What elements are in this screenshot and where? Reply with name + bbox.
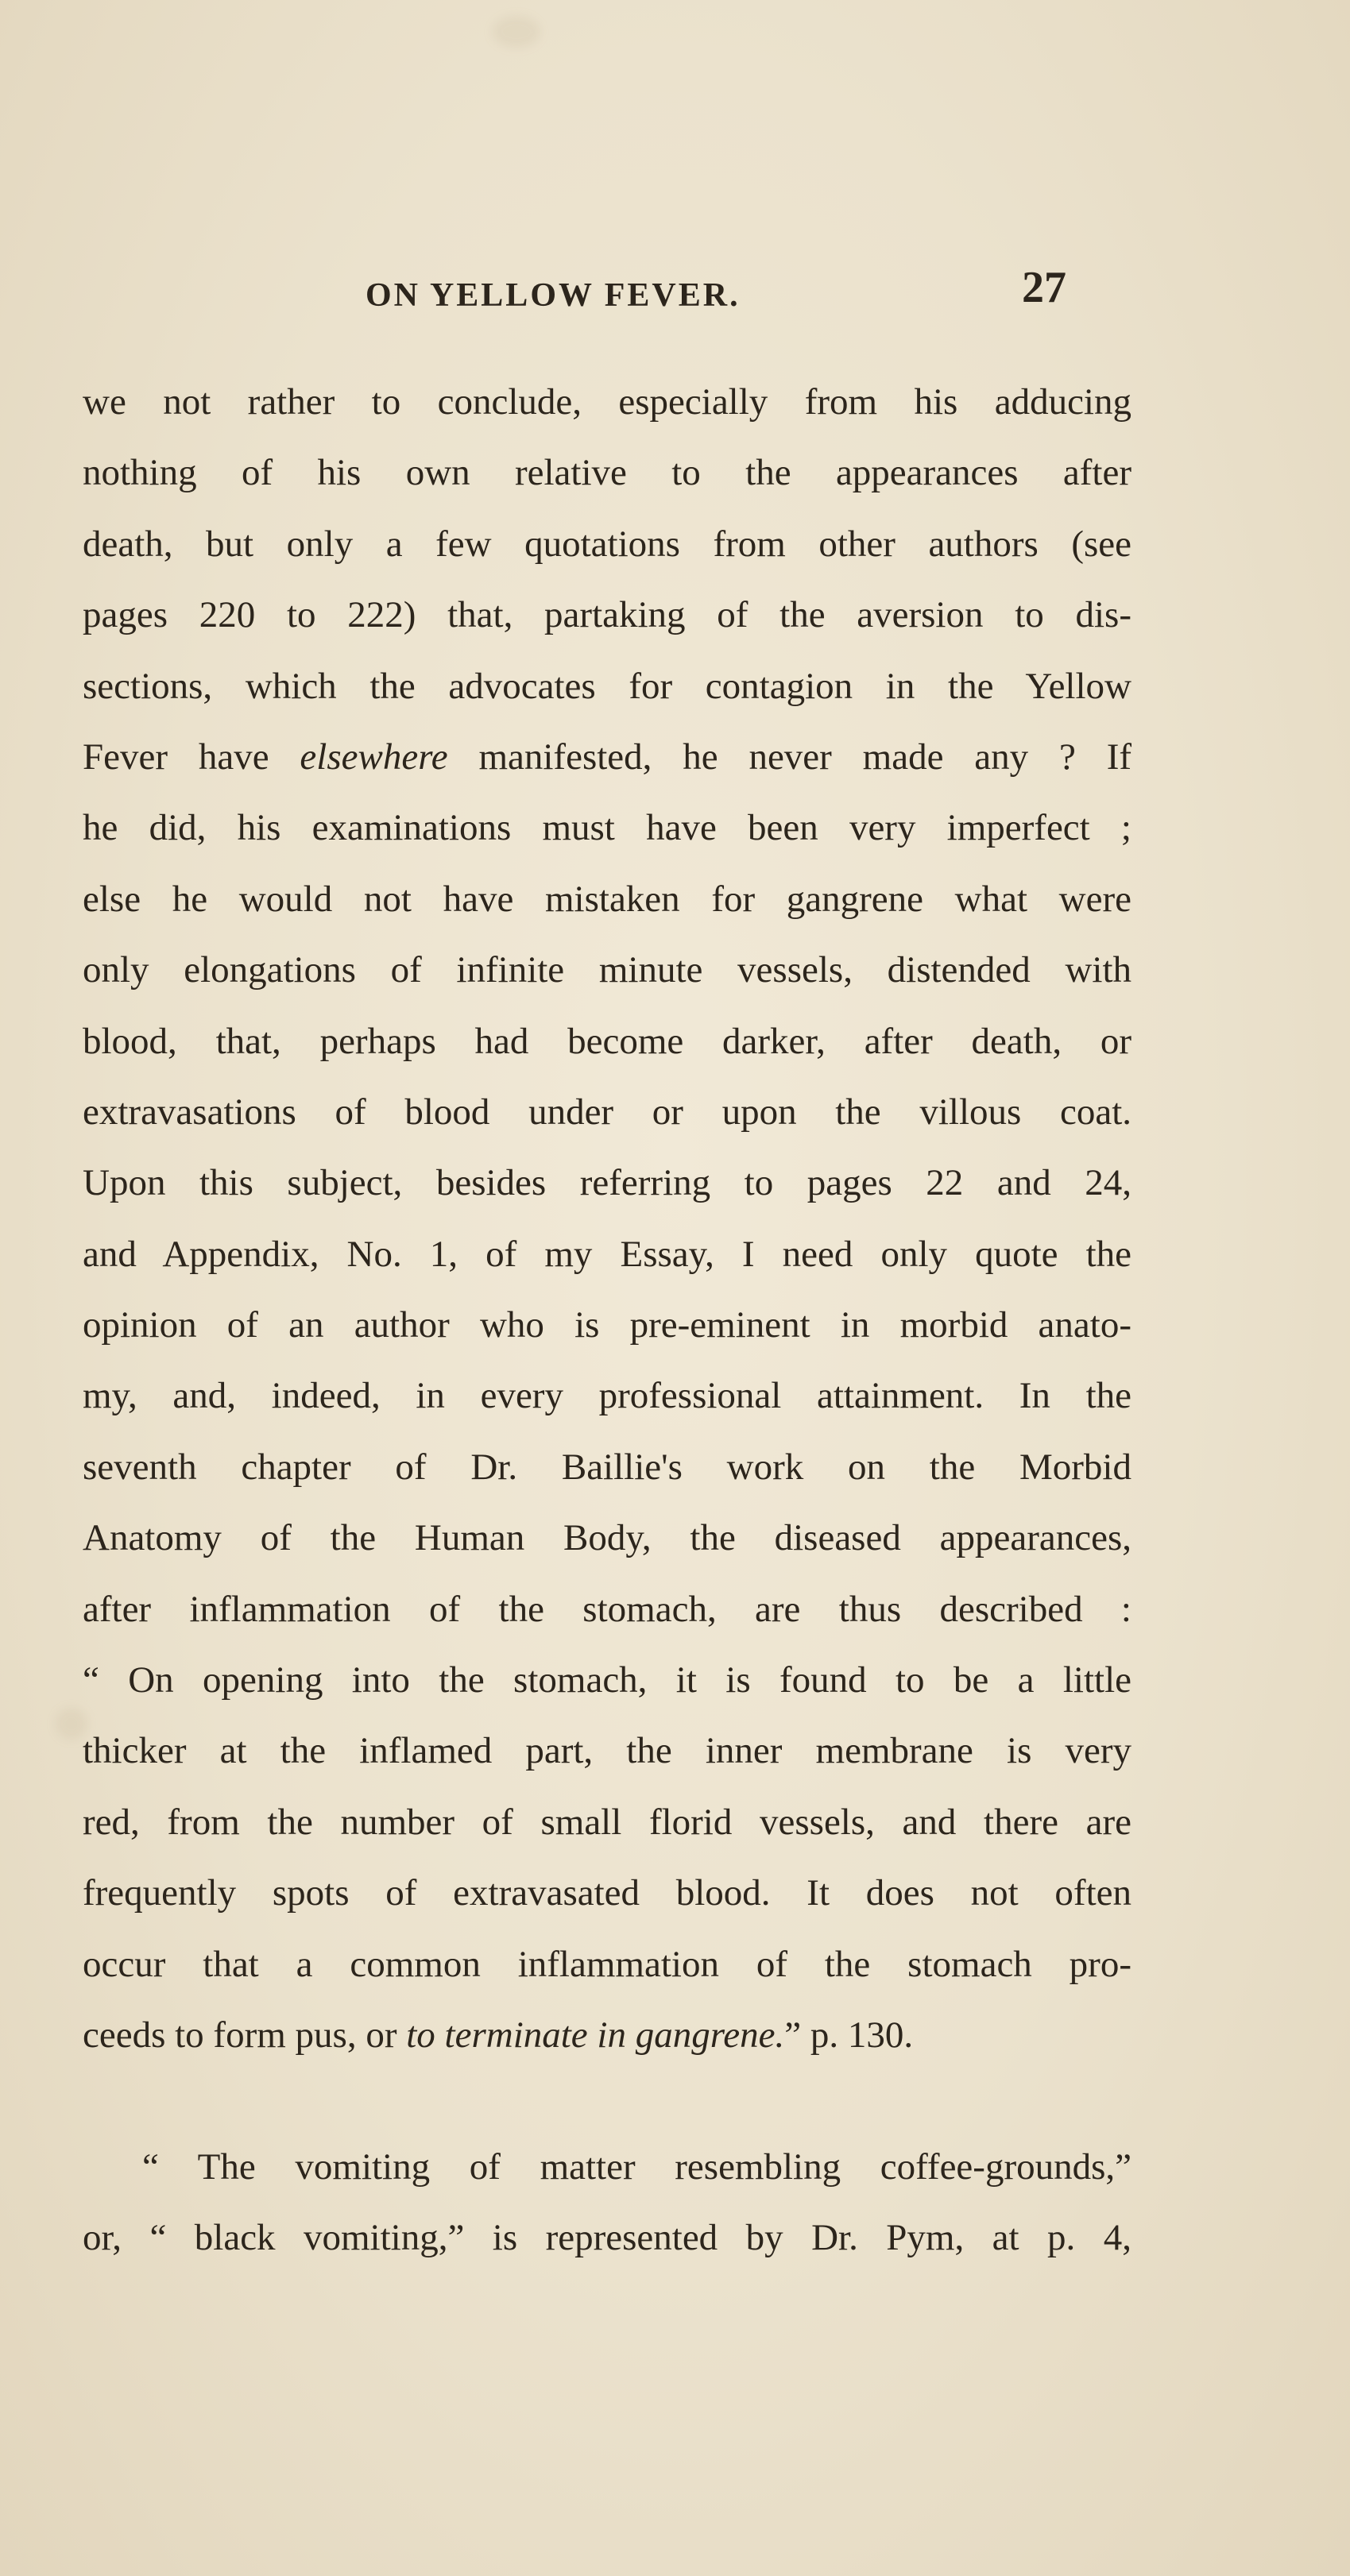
text-line: occur that a common inflammation of the stomach pro- [83, 1943, 1131, 1985]
text-line: frequently spots of extravasated blood. It does not often [83, 1872, 1131, 1914]
text-line: Upon this subject, besides referring to pages 22 and 24, [83, 1162, 1131, 1204]
body-paragraph [83, 367, 1131, 2071]
paper-stain [493, 16, 540, 48]
text-segment: Fever have [83, 736, 300, 778]
italic-phrase: to terminate in gangrene. [406, 2014, 785, 2056]
text-line: opinion of an author who is pre-eminent in morbid anato- [83, 1304, 1131, 1346]
text-line: my, and, indeed, in every professional attainment. In the [83, 1375, 1131, 1417]
page-header [0, 262, 1350, 326]
text-line: red, from the number of small florid vessels, and there are [83, 1801, 1131, 1843]
text-segment: ” p. 130. [784, 2014, 914, 2056]
text-segment: manifested, he never made any ? If [447, 736, 1131, 778]
text-line: and Appendix, No. 1, of my Essay, I need only quote the [83, 1233, 1131, 1275]
text-line: extravasations of blood under or upon the villous coat. [83, 1091, 1131, 1133]
text-line: after inflammation of the stomach, are thus described : [83, 1588, 1131, 1630]
text-line: death, but only a few quotations from other authors (see [83, 523, 1131, 565]
text-line [83, 722, 1131, 793]
text-line: blood, that, perhaps had become darker, after death, or [83, 1020, 1131, 1062]
body-paragraph [83, 2132, 1131, 2274]
text-line: only elongations of infinite minute vessels, distended with [83, 949, 1131, 991]
text-line: or, “ black vomiting,” is represented by Dr. Pym, at p. 4, [83, 2217, 1131, 2259]
text-line: sections, which the advocates for contagion in the Yellow [83, 665, 1131, 707]
text-line: we not rather to conclude, especially from his adducing [83, 381, 1131, 423]
text-line: “ The vomiting of matter resembling coffee-grounds,” [142, 2146, 1131, 2188]
italic-phrase: elsewhere [300, 736, 448, 778]
running-title: ON YELLOW FEVER. [366, 277, 741, 314]
text-line: else he would not have mistaken for gangrene what were [83, 878, 1131, 920]
text-line: thicker at the inflamed part, the inner membrane is very [83, 1730, 1131, 1772]
text-line: Anatomy of the Human Body, the diseased appearances, [83, 1517, 1131, 1559]
text-line [83, 2000, 1131, 2071]
text-line: nothing of his own relative to the appearances after [83, 452, 1131, 494]
text-line: seventh chapter of Dr. Baillie's work on the Morbid [83, 1446, 1131, 1488]
text-line: “ On opening into the stomach, it is found to be a little [83, 1659, 1131, 1701]
text-segment: ceeds to form pus, or [83, 2014, 407, 2056]
text-line: pages 220 to 222) that, partaking of the aversion to dis- [83, 594, 1131, 636]
page-number: 27 [1022, 263, 1066, 312]
text-line: he did, his examinations must have been very imperfect ; [83, 807, 1131, 849]
